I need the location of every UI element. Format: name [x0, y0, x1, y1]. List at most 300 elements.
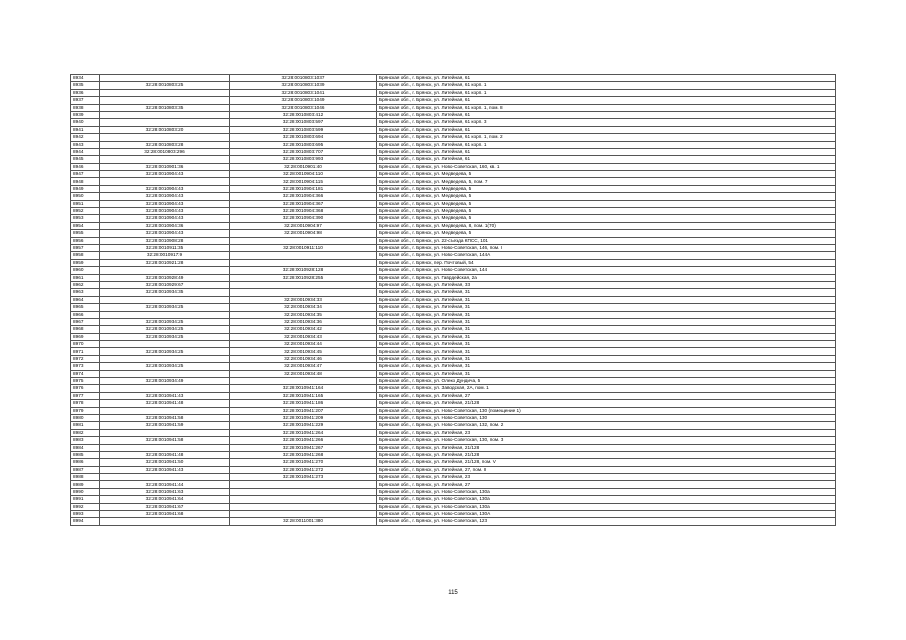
address-cell: Брянская обл., г. Брянск, ул. Литейная, 61: [377, 97, 836, 104]
building-number-cell: 32:28:0010934:43: [230, 333, 377, 340]
land-plot-number-cell: 32:28:0010803:296: [100, 148, 230, 155]
table-row: [71, 363, 836, 370]
address-cell: Брянская обл., г. Брянск, ул. Медведева, 5: [377, 171, 836, 178]
address-cell: Брянская обл., г. Брянск, ул. Ново-Советская, 130, пом. 3: [377, 437, 836, 444]
table-row: [71, 274, 836, 281]
land-plot-number-cell: 32:28:0010941:48: [100, 400, 230, 407]
row-number-cell: 8980: [71, 414, 100, 421]
address-cell: Брянская обл., г. Брянск, ул. Литейная, 61 корп. 1: [377, 89, 836, 96]
table-row: [71, 392, 836, 399]
row-number-cell: 8990: [71, 488, 100, 495]
land-plot-number-cell: 32:28:0010941:63: [100, 488, 230, 495]
document-table-container: [70, 74, 836, 526]
building-number-cell: [230, 511, 377, 518]
table-row: [71, 385, 836, 392]
building-number-cell: 32:28:0010803:695: [230, 141, 377, 148]
row-number-cell: 8953: [71, 215, 100, 222]
building-number-cell: 32:28:0010934:48: [230, 370, 377, 377]
table-row: [71, 193, 836, 200]
table-row: [71, 422, 836, 429]
row-number-cell: 8957: [71, 244, 100, 251]
row-number-cell: 8988: [71, 474, 100, 481]
table-row: [71, 200, 836, 207]
land-plot-number-cell: 32:28:0010941:64: [100, 496, 230, 503]
row-number-cell: 8952: [71, 208, 100, 215]
building-number-cell: 32:28:0010941:165: [230, 392, 377, 399]
table-row: [71, 488, 836, 495]
row-number-cell: 8978: [71, 400, 100, 407]
table-row: [71, 119, 836, 126]
row-number-cell: 8939: [71, 111, 100, 118]
table-row: [71, 459, 836, 466]
land-plot-number-cell: 32:28:0010934:25: [100, 363, 230, 370]
land-plot-number-cell: [100, 407, 230, 414]
building-number-cell: 32:28:0010904:181: [230, 185, 377, 192]
address-cell: Брянская обл., г. Брянск, ул. Литейная, 21/128: [377, 444, 836, 451]
address-cell: Брянская обл., г. Брянск, ул. Ново-Советская, 144А: [377, 252, 836, 259]
table-row: [71, 511, 836, 518]
row-number-cell: 8974: [71, 370, 100, 377]
land-plot-number-cell: 32:28:0010904:43: [100, 230, 230, 237]
address-cell: Брянская обл., г. Брянск, ул. Литейная, 31: [377, 289, 836, 296]
row-number-cell: 8987: [71, 466, 100, 473]
building-number-cell: 32:28:0010941:264: [230, 429, 377, 436]
address-cell: Брянская обл., г. Брянск, ул. Медведева, 5: [377, 208, 836, 215]
cadastral-table: [70, 74, 836, 526]
address-cell: Брянская обл., г. Брянск, ул. Литейная, 27, пом. II: [377, 466, 836, 473]
row-number-cell: 8977: [71, 392, 100, 399]
land-plot-number-cell: 32:28:0010934:25: [100, 333, 230, 340]
row-number-cell: 8959: [71, 259, 100, 266]
address-cell: Брянская обл., г. Брянск, ул. Ново-Советская, 160, кв. 1: [377, 163, 836, 170]
address-cell: Брянская обл., г. Брянск, ул. Литейная, 61 корп. 1, пом. 2: [377, 134, 836, 141]
address-cell: Брянская обл., г. Брянск, ул. Литейная, 31: [377, 348, 836, 355]
table-row: [71, 518, 836, 525]
table-row: [71, 215, 836, 222]
row-number-cell: 8981: [71, 422, 100, 429]
table-row: [71, 111, 836, 118]
land-plot-number-cell: 32:28:0010803:28: [100, 141, 230, 148]
building-number-cell: [230, 496, 377, 503]
land-plot-number-cell: 32:28:0010803:35: [100, 104, 230, 111]
land-plot-number-cell: 32:28:0010941:58: [100, 437, 230, 444]
building-number-cell: 32:28:0010904:98: [230, 230, 377, 237]
table-row: [71, 259, 836, 266]
row-number-cell: 8955: [71, 230, 100, 237]
building-number-cell: 32:28:0010941:266: [230, 437, 377, 444]
table-row: [71, 82, 836, 89]
building-number-cell: 32:28:0010803:597: [230, 119, 377, 126]
row-number-cell: 8975: [71, 378, 100, 385]
row-number-cell: 8935: [71, 82, 100, 89]
table-row: [71, 437, 836, 444]
building-number-cell: 32:28:0010911:110: [230, 244, 377, 251]
land-plot-number-cell: 32:28:0010929:67: [100, 281, 230, 288]
table-row: [71, 318, 836, 325]
building-number-cell: 32:28:0010934:34: [230, 304, 377, 311]
row-number-cell: 8954: [71, 222, 100, 229]
building-number-cell: 32:28:0010904:390: [230, 215, 377, 222]
table-row: [71, 134, 836, 141]
table-row: [71, 414, 836, 421]
land-plot-number-cell: 32:28:0010941:44: [100, 481, 230, 488]
land-plot-number-cell: 32:28:0010911:35: [100, 244, 230, 251]
land-plot-number-cell: [100, 178, 230, 185]
land-plot-number-cell: [100, 75, 230, 82]
address-cell: Брянская обл., г. Брянск, ул. Литейная, 23: [377, 474, 836, 481]
row-number-cell: 8956: [71, 237, 100, 244]
building-number-cell: [230, 259, 377, 266]
row-number-cell: 8944: [71, 148, 100, 155]
row-number-cell: 8961: [71, 274, 100, 281]
table-row: [71, 97, 836, 104]
table-row: [71, 474, 836, 481]
building-number-cell: [230, 289, 377, 296]
building-number-cell: [230, 281, 377, 288]
land-plot-number-cell: 32:28:0010934:49: [100, 378, 230, 385]
address-cell: Брянская обл., г. Брянск, ул. Ново-Советская, 132, пом. 2: [377, 422, 836, 429]
address-cell: Брянская обл., г. Брянск, ул. Ново-Советская, 130А: [377, 511, 836, 518]
row-number-cell: 8993: [71, 511, 100, 518]
address-cell: Брянская обл., г. Брянск, ул. Ново-Советская, 146, пом. I: [377, 244, 836, 251]
land-plot-number-cell: 32:28:0010934:25: [100, 326, 230, 333]
building-number-cell: [230, 378, 377, 385]
land-plot-number-cell: 32:28:0010921:28: [100, 259, 230, 266]
table-row: [71, 496, 836, 503]
address-cell: Брянская обл., г. Брянск, ул. 22-съезда КПСС, 101: [377, 237, 836, 244]
table-row: [71, 348, 836, 355]
building-number-cell: 32:28:0010803:1049: [230, 97, 377, 104]
table-row: [71, 244, 836, 251]
building-number-cell: 32:28:0010934:42: [230, 326, 377, 333]
land-plot-number-cell: [100, 429, 230, 436]
land-plot-number-cell: 32:28:0010908:28: [100, 237, 230, 244]
table-row: [71, 237, 836, 244]
land-plot-number-cell: [100, 296, 230, 303]
table-row: [71, 208, 836, 215]
row-number-cell: 8991: [71, 496, 100, 503]
row-number-cell: 8945: [71, 156, 100, 163]
building-number-cell: [230, 481, 377, 488]
building-number-cell: [230, 503, 377, 510]
building-number-cell: 32:28:0010803:993: [230, 156, 377, 163]
table-row: [71, 503, 836, 510]
row-number-cell: 8968: [71, 326, 100, 333]
building-number-cell: 32:28:0010904:366: [230, 193, 377, 200]
address-cell: Брянская обл., г. Брянск, ул. Литейная, 31: [377, 318, 836, 325]
land-plot-number-cell: [100, 97, 230, 104]
building-number-cell: [230, 488, 377, 495]
address-cell: Брянская обл., г. Брянск, ул. Литейная, 61: [377, 148, 836, 155]
address-cell: Брянская обл., г. Брянск, ул. Литейная, 31: [377, 311, 836, 318]
land-plot-number-cell: 32:28:0010917:9: [100, 252, 230, 259]
row-number-cell: 8971: [71, 348, 100, 355]
land-plot-number-cell: [100, 311, 230, 318]
land-plot-number-cell: 32:28:0010941:68: [100, 511, 230, 518]
row-number-cell: 8950: [71, 193, 100, 200]
row-number-cell: 8946: [71, 163, 100, 170]
land-plot-number-cell: [100, 267, 230, 274]
table-row: [71, 311, 836, 318]
address-cell: Брянская обл., г. Брянск, ул. Ново-Советская, 123: [377, 518, 836, 525]
address-cell: Брянская обл., г. Брянск, ул. Медведева, 5: [377, 215, 836, 222]
land-plot-number-cell: 32:28:0010904:43: [100, 193, 230, 200]
row-number-cell: 8986: [71, 459, 100, 466]
table-row: [71, 281, 836, 288]
building-number-cell: 32:28:0010803:1039: [230, 82, 377, 89]
table-row: [71, 141, 836, 148]
row-number-cell: 8958: [71, 252, 100, 259]
land-plot-number-cell: [100, 89, 230, 96]
table-row: [71, 451, 836, 458]
table-row: [71, 326, 836, 333]
land-plot-number-cell: [100, 156, 230, 163]
row-number-cell: 8938: [71, 104, 100, 111]
address-cell: Брянская обл., г. Брянск, ул. Литейная, 27: [377, 481, 836, 488]
address-cell: Брянская обл., г. Брянск, ул. Медведева, 8, пом. 1(70): [377, 222, 836, 229]
land-plot-number-cell: 32:28:0010934:25: [100, 348, 230, 355]
table-row: [71, 466, 836, 473]
table-row: [71, 444, 836, 451]
address-cell: Брянская обл., г. Брянск, ул. Гаврдейская, 2а: [377, 274, 836, 281]
building-number-cell: 32:28:0010803:694: [230, 134, 377, 141]
land-plot-number-cell: [100, 444, 230, 451]
table-row: [71, 341, 836, 348]
address-cell: Брянская обл., г. Брянск, ул. Литейная, 61: [377, 111, 836, 118]
table-row: [71, 126, 836, 133]
address-cell: Брянская обл., г. Брянск, ул. Литейная, 31: [377, 341, 836, 348]
building-number-cell: 32:28:0010803:707: [230, 148, 377, 155]
row-number-cell: 8973: [71, 363, 100, 370]
table-row: [71, 222, 836, 229]
address-cell: Брянская обл., г. Брянск, ул. Литейная, 31: [377, 363, 836, 370]
building-number-cell: 32:28:0010941:270: [230, 459, 377, 466]
row-number-cell: 8984: [71, 444, 100, 451]
building-number-cell: 32:28:0010941:268: [230, 451, 377, 458]
address-cell: Брянская обл., г. Брянск, ул. Литейная, 31: [377, 370, 836, 377]
address-cell: Брянская обл., г. Брянск, ул. Олеко Дундича, 5: [377, 378, 836, 385]
building-number-cell: [230, 252, 377, 259]
row-number-cell: 8976: [71, 385, 100, 392]
address-cell: Брянская обл., г. Брянск, ул. Заводская, 2А, пом. 1: [377, 385, 836, 392]
row-number-cell: 8979: [71, 407, 100, 414]
building-number-cell: 32:28:0010934:47: [230, 363, 377, 370]
land-plot-number-cell: 32:28:0010904:43: [100, 215, 230, 222]
building-number-cell: 32:28:0010904:115: [230, 178, 377, 185]
table-row: [71, 178, 836, 185]
land-plot-number-cell: [100, 119, 230, 126]
address-cell: Брянская обл., г. Брянск, ул. Медведева, 5: [377, 185, 836, 192]
table-row: [71, 89, 836, 96]
building-number-cell: [230, 237, 377, 244]
row-number-cell: 8942: [71, 134, 100, 141]
address-cell: Брянская обл., г. Брянск, ул. Литейная, 23: [377, 429, 836, 436]
row-number-cell: 8940: [71, 119, 100, 126]
row-number-cell: 8951: [71, 200, 100, 207]
address-cell: Брянская обл., г. Брянск, ул. Литейная, 61: [377, 75, 836, 82]
building-number-cell: 32:28:0010941:229: [230, 422, 377, 429]
address-cell: Брянская обл., г. Брянск, ул. Литейная, 27: [377, 392, 836, 399]
land-plot-number-cell: 32:28:0010904:43: [100, 208, 230, 215]
address-cell: Брянская обл., г. Брянск, ул. Литейная, 61 корп. 1, пом. 8: [377, 104, 836, 111]
address-cell: Брянская обл., г. Брянск, ул. Ново-Советская, 130: [377, 414, 836, 421]
address-cell: Брянская обл., г. Брянск, ул. Литейная, 21/128, пом. V: [377, 459, 836, 466]
row-number-cell: 8972: [71, 355, 100, 362]
table-row: [71, 156, 836, 163]
building-number-cell: 32:28:0010803:1037: [230, 75, 377, 82]
address-cell: Брянская обл., г. Брянск, ул. Медведева, 5: [377, 200, 836, 207]
building-number-cell: 32:28:0010941:207: [230, 407, 377, 414]
row-number-cell: 8965: [71, 304, 100, 311]
table-row: [71, 378, 836, 385]
address-cell: Брянская обл., г. Брянск, ул. Литейная, 61: [377, 126, 836, 133]
building-number-cell: 32:28:0010803:1041: [230, 89, 377, 96]
row-number-cell: 8963: [71, 289, 100, 296]
row-number-cell: 8934: [71, 75, 100, 82]
table-row: [71, 230, 836, 237]
address-cell: Брянская обл., г. Брянск, ул. Литейная, 61 корп. 1: [377, 141, 836, 148]
row-number-cell: 8936: [71, 89, 100, 96]
table-row: [71, 185, 836, 192]
land-plot-number-cell: 32:28:0010941:58: [100, 414, 230, 421]
row-number-cell: 8967: [71, 318, 100, 325]
building-number-cell: 32:28:0010901:40: [230, 163, 377, 170]
land-plot-number-cell: [100, 370, 230, 377]
row-number-cell: 8943: [71, 141, 100, 148]
row-number-cell: 8937: [71, 97, 100, 104]
building-number-cell: 32:28:0010941:209: [230, 414, 377, 421]
address-cell: Брянская обл., г. Брянск, ул. Литейная, 31: [377, 296, 836, 303]
table-row: [71, 104, 836, 111]
land-plot-number-cell: [100, 385, 230, 392]
table-row: [71, 267, 836, 274]
land-plot-number-cell: 32:28:0010941:43: [100, 466, 230, 473]
row-number-cell: 8964: [71, 296, 100, 303]
row-number-cell: 8970: [71, 341, 100, 348]
address-cell: Брянская обл., г. Брянск, ул. Ново-Советская, 130а: [377, 503, 836, 510]
land-plot-number-cell: 32:28:0010934:35: [100, 289, 230, 296]
address-cell: Брянская обл., г. Брянск, ул. Ново-Советская, 130а: [377, 496, 836, 503]
table-row: [71, 171, 836, 178]
land-plot-number-cell: 32:28:0010941:43: [100, 392, 230, 399]
address-cell: Брянская обл., г. Брянск, ул. Литейная, 61: [377, 156, 836, 163]
land-plot-number-cell: [100, 474, 230, 481]
building-number-cell: 32:28:0010934:45: [230, 348, 377, 355]
address-cell: Брянская обл., г. Брянск, ул. Ново-Советская, 130 (помещение 1): [377, 407, 836, 414]
building-number-cell: 32:28:0010803:1046: [230, 104, 377, 111]
address-cell: Брянская обл., г. Брянск, ул. Литейная, 31: [377, 333, 836, 340]
building-number-cell: 32:28:0010934:36: [230, 318, 377, 325]
building-number-cell: 32:28:0010904:110: [230, 171, 377, 178]
address-cell: Брянская обл., г. Брянск, ул. Литейная, 61 корп. 3: [377, 119, 836, 126]
table-row: [71, 75, 836, 82]
land-plot-number-cell: 32:28:0010904:43: [100, 171, 230, 178]
table-row: [71, 304, 836, 311]
row-number-cell: 8941: [71, 126, 100, 133]
building-number-cell: 32:28:0010904:368: [230, 208, 377, 215]
land-plot-number-cell: [100, 518, 230, 525]
address-cell: Брянская обл., г. Брянск, ул. Литейная, 21/128: [377, 400, 836, 407]
row-number-cell: 8985: [71, 451, 100, 458]
building-number-cell: 32:28:0010928:255: [230, 274, 377, 281]
row-number-cell: 8994: [71, 518, 100, 525]
building-number-cell: 32:28:0011001:380: [230, 518, 377, 525]
row-number-cell: 8949: [71, 185, 100, 192]
address-cell: Брянская обл., г. Брянск, ул. Литейная, 33: [377, 281, 836, 288]
table-row: [71, 148, 836, 155]
row-number-cell: 8982: [71, 429, 100, 436]
land-plot-number-cell: 32:28:0010941:48: [100, 451, 230, 458]
building-number-cell: 32:28:0010934:44: [230, 341, 377, 348]
land-plot-number-cell: [100, 341, 230, 348]
building-number-cell: 32:28:0010904:97: [230, 222, 377, 229]
table-row: [71, 252, 836, 259]
address-cell: Брянская обл., г. Брянск, ул. Литейная, 31: [377, 304, 836, 311]
land-plot-number-cell: 32:28:0010904:43: [100, 185, 230, 192]
row-number-cell: 8969: [71, 333, 100, 340]
building-number-cell: 32:28:0010934:46: [230, 355, 377, 362]
row-number-cell: 8962: [71, 281, 100, 288]
land-plot-number-cell: [100, 355, 230, 362]
building-number-cell: 32:28:0010803:412: [230, 111, 377, 118]
address-cell: Брянская обл., г. Брянск, ул. Литейная, 31: [377, 355, 836, 362]
address-cell: Брянская обл., г. Брянск, ул. Литейная, 61 корп. 1: [377, 82, 836, 89]
row-number-cell: 8948: [71, 178, 100, 185]
land-plot-number-cell: [100, 111, 230, 118]
building-number-cell: 32:28:0010928:128: [230, 267, 377, 274]
table-row: [71, 407, 836, 414]
row-number-cell: 8947: [71, 171, 100, 178]
address-cell: Брянская обл., г. Брянск, ул. Литейная, 31: [377, 326, 836, 333]
land-plot-number-cell: 32:28:0010901:36: [100, 163, 230, 170]
building-number-cell: 32:28:0010941:272: [230, 466, 377, 473]
table-row: [71, 296, 836, 303]
table-row: [71, 163, 836, 170]
table-row: [71, 400, 836, 407]
building-number-cell: 32:28:0010941:273: [230, 474, 377, 481]
land-plot-number-cell: 32:28:0010934:25: [100, 304, 230, 311]
row-number-cell: 8983: [71, 437, 100, 444]
address-cell: Брянская обл., г. Брянск, ул. Ново-Советская, 144: [377, 267, 836, 274]
row-number-cell: 8989: [71, 481, 100, 488]
land-plot-number-cell: 32:28:0010803:25: [100, 82, 230, 89]
page-number: 115: [448, 590, 458, 596]
table-row: [71, 481, 836, 488]
land-plot-number-cell: [100, 134, 230, 141]
address-cell: Брянская обл., г. Брянск, пер. Почтовый, 54: [377, 259, 836, 266]
row-number-cell: 8966: [71, 311, 100, 318]
land-plot-number-cell: 32:28:0010928:49: [100, 274, 230, 281]
address-cell: Брянская обл., г. Брянск, ул. Медведева, 5: [377, 230, 836, 237]
building-number-cell: 32:28:0010941:267: [230, 444, 377, 451]
land-plot-number-cell: 32:28:0010904:36: [100, 222, 230, 229]
address-cell: Брянская обл., г. Брянск, ул. Медведева, 5, пом. 7: [377, 178, 836, 185]
address-cell: Брянская обл., г. Брянск, ул. Медведева, 5: [377, 193, 836, 200]
building-number-cell: 32:28:0010941:186: [230, 400, 377, 407]
building-number-cell: 32:28:0010934:33: [230, 296, 377, 303]
address-cell: Брянская обл., г. Брянск, ул. Литейная, 21/128: [377, 451, 836, 458]
row-number-cell: 8992: [71, 503, 100, 510]
table-row: [71, 333, 836, 340]
table-row: [71, 289, 836, 296]
building-number-cell: 32:28:0010941:164: [230, 385, 377, 392]
land-plot-number-cell: 32:28:0010941:59: [100, 422, 230, 429]
address-cell: Брянская обл., г. Брянск, ул. Ново-Советская, 130а: [377, 488, 836, 495]
building-number-cell: 32:28:0010904:367: [230, 200, 377, 207]
land-plot-number-cell: 32:28:0010941:67: [100, 503, 230, 510]
building-number-cell: 32:28:0010934:35: [230, 311, 377, 318]
row-number-cell: 8960: [71, 267, 100, 274]
